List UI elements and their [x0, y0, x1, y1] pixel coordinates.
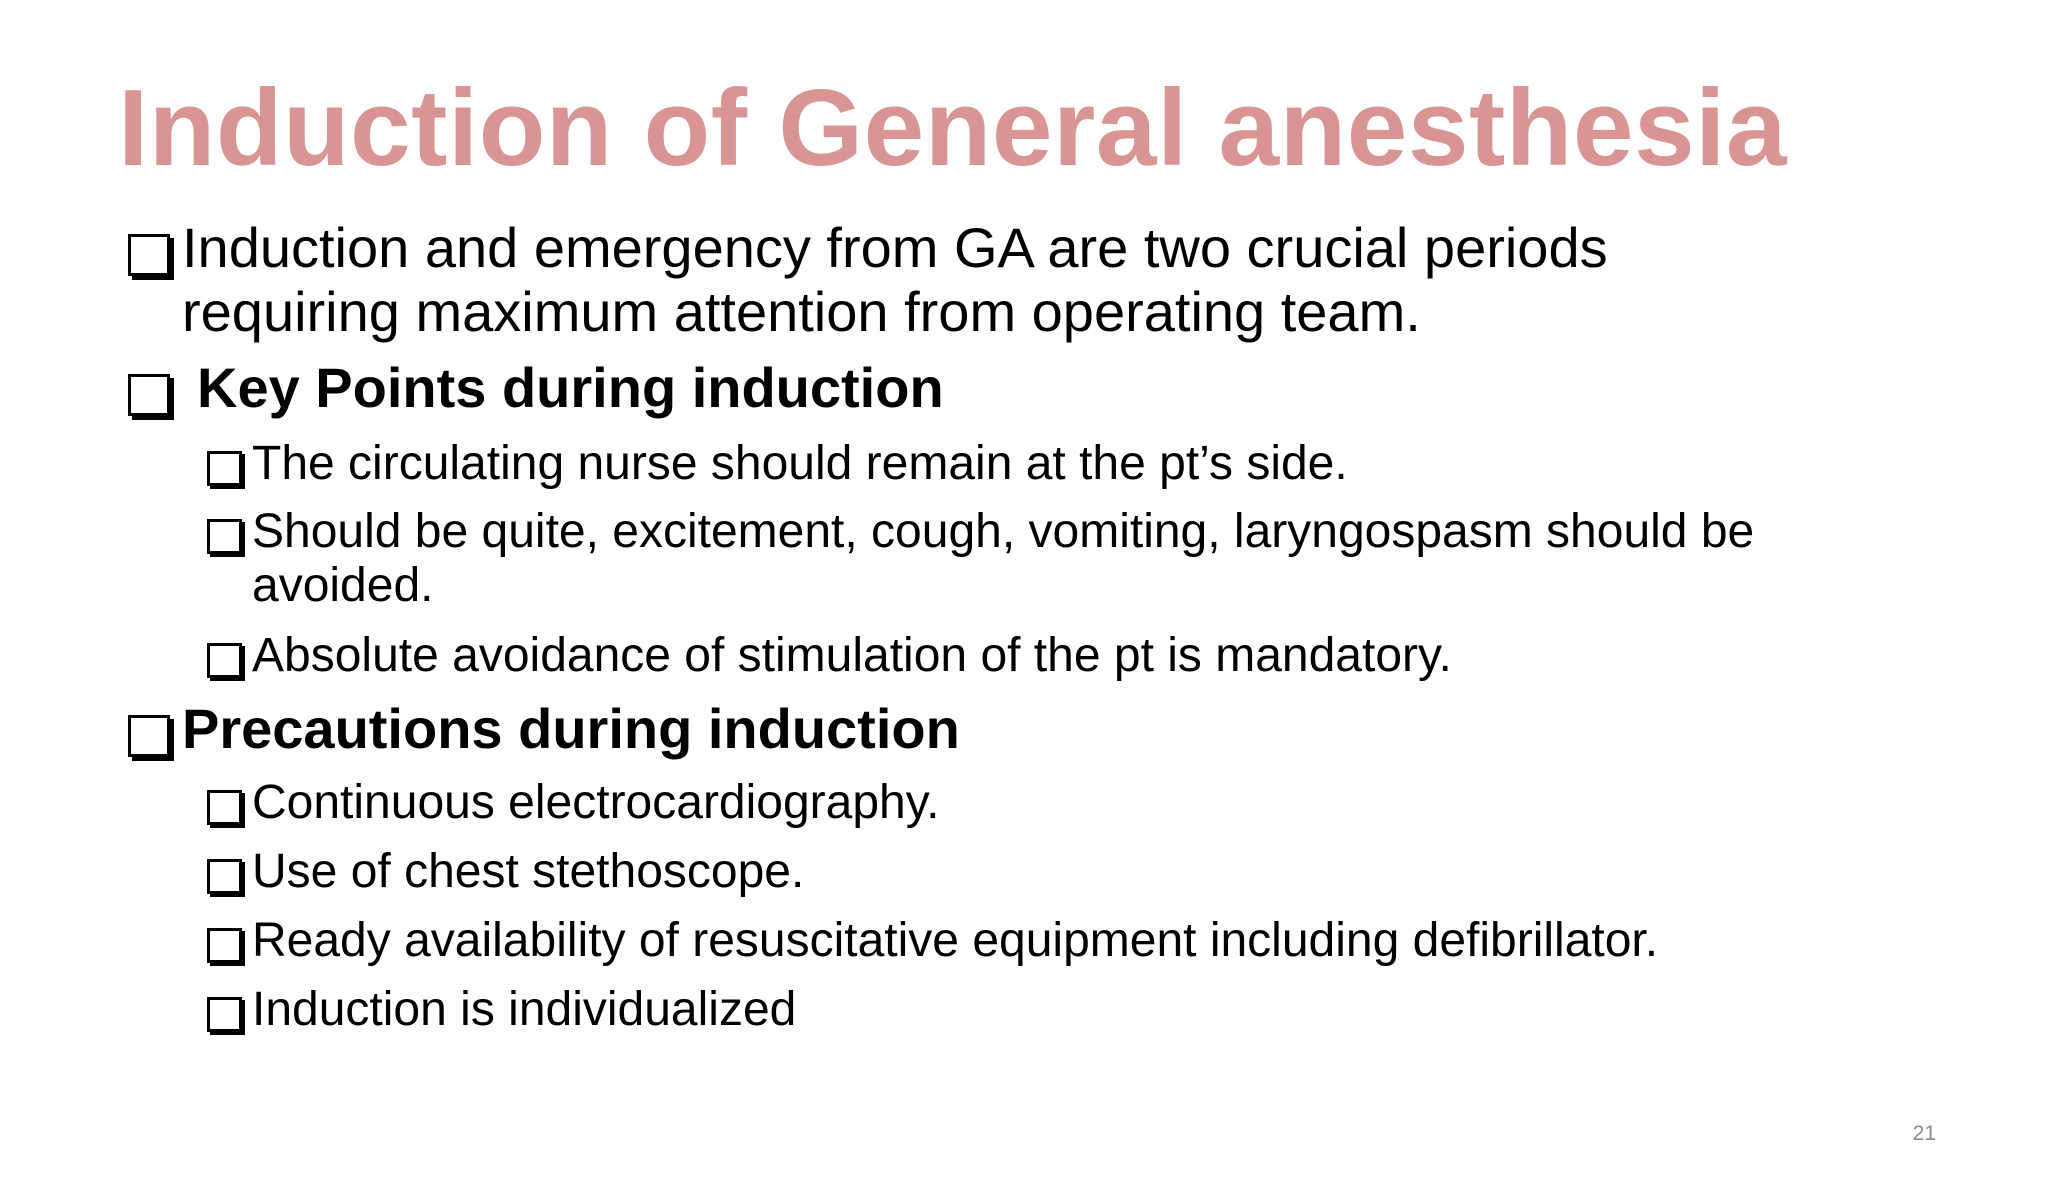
- square-bullet-icon: [203, 914, 252, 966]
- square-bullet-icon: [203, 437, 252, 489]
- bullet-resuscitative-equipment: [203, 914, 1658, 968]
- square-bullet-icon: [122, 216, 182, 276]
- bullet-key-points-heading: [122, 356, 944, 420]
- bullet-text: Induction and emergency from GA are two crucial periods requiring maximum attention from operating team.: [182, 216, 1608, 343]
- square-bullet-icon: [203, 505, 252, 557]
- bullet-text: Precautions during induction: [182, 697, 960, 760]
- slide-title: Induction of General anesthesia: [118, 67, 1788, 189]
- bullet-text: Continuous electrocardiography.: [252, 776, 940, 829]
- bullet-induction-emergency: [122, 216, 1608, 344]
- square-bullet-icon: [122, 356, 197, 416]
- bullet-should-be-quiet: [203, 505, 1754, 613]
- bullet-induction-individualized: [203, 983, 796, 1037]
- bullet-precautions-heading: [122, 697, 960, 761]
- bullet-text: Key Points during induction: [197, 356, 944, 419]
- square-bullet-icon: [203, 845, 252, 897]
- bullet-absolute-avoidance: [203, 629, 1452, 683]
- bullet-text: The circulating nurse should remain at the pt’s side.: [252, 437, 1348, 490]
- bullet-text: Induction is individualized: [252, 983, 797, 1036]
- bullet-text: Ready availability of resuscitative equipment including defibrillator.: [252, 914, 1659, 967]
- square-bullet-icon: [203, 983, 252, 1035]
- square-bullet-icon: [203, 629, 252, 681]
- bullet-text: Use of chest stethoscope.: [252, 845, 805, 898]
- bullet-circulating-nurse: [203, 437, 1348, 491]
- square-bullet-icon: [122, 697, 182, 757]
- bullet-chest-stethoscope: [203, 845, 804, 899]
- bullet-text: Absolute avoidance of stimulation of the pt is mandatory.: [252, 629, 1452, 682]
- slide-number: 21: [1912, 1122, 1936, 1145]
- bullet-continuous-ecg: [203, 776, 940, 830]
- square-bullet-icon: [203, 776, 252, 828]
- bullet-text: Should be quite, excitement, cough, vomiting, laryngospasm should be avoided.: [252, 505, 1755, 612]
